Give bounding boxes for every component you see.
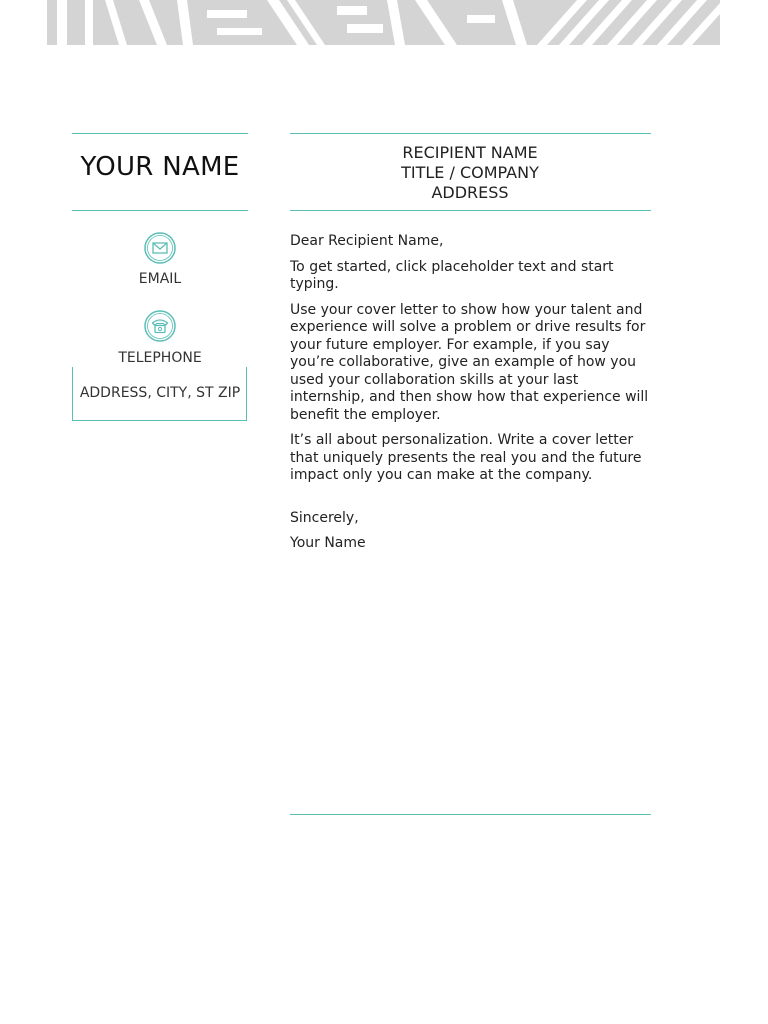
recipient-name[interactable]: RECIPIENT NAME xyxy=(402,143,538,162)
letter-body xyxy=(290,233,652,561)
header-pattern-banner xyxy=(47,0,720,45)
recipient-top-rule xyxy=(290,133,651,134)
letter-paragraph[interactable]: Use your cover letter to show how your talent and experience will solve a problem or drive results for your future employer. For example, if you say you’re collaborative, give an example of how you used your collaboration skills at your last internship, and then show how that experience will benefit the employer. xyxy=(290,301,649,423)
salutation[interactable]: Dear Recipient Name, xyxy=(290,233,444,249)
recipient-bottom-rule xyxy=(290,210,651,211)
telephone-label[interactable]: TELEPHONE xyxy=(118,350,202,366)
recipient-title-company[interactable]: TITLE / COMPANY xyxy=(401,163,539,182)
signature[interactable]: Your Name xyxy=(290,535,366,551)
letter-paragraph[interactable]: It’s all about personalization. Write a cover letter that uniquely presents the real you and the future impact only you can make at the company. xyxy=(290,432,642,483)
name-top-rule xyxy=(72,133,248,134)
envelope-icon xyxy=(144,232,176,264)
sender-name[interactable]: YOUR NAME xyxy=(80,152,240,182)
telephone-icon xyxy=(144,310,176,342)
sender-address[interactable]: ADDRESS, CITY, ST ZIP xyxy=(79,385,241,401)
footer-rule xyxy=(290,814,651,815)
email-label[interactable]: EMAIL xyxy=(138,271,182,287)
recipient-address[interactable]: ADDRESS xyxy=(431,183,509,202)
recipient-block xyxy=(290,143,650,203)
name-bottom-rule xyxy=(72,210,248,211)
letter-paragraph[interactable]: To get started, click placeholder text and start typing. xyxy=(290,258,614,292)
closing[interactable]: Sincerely, xyxy=(290,509,359,526)
